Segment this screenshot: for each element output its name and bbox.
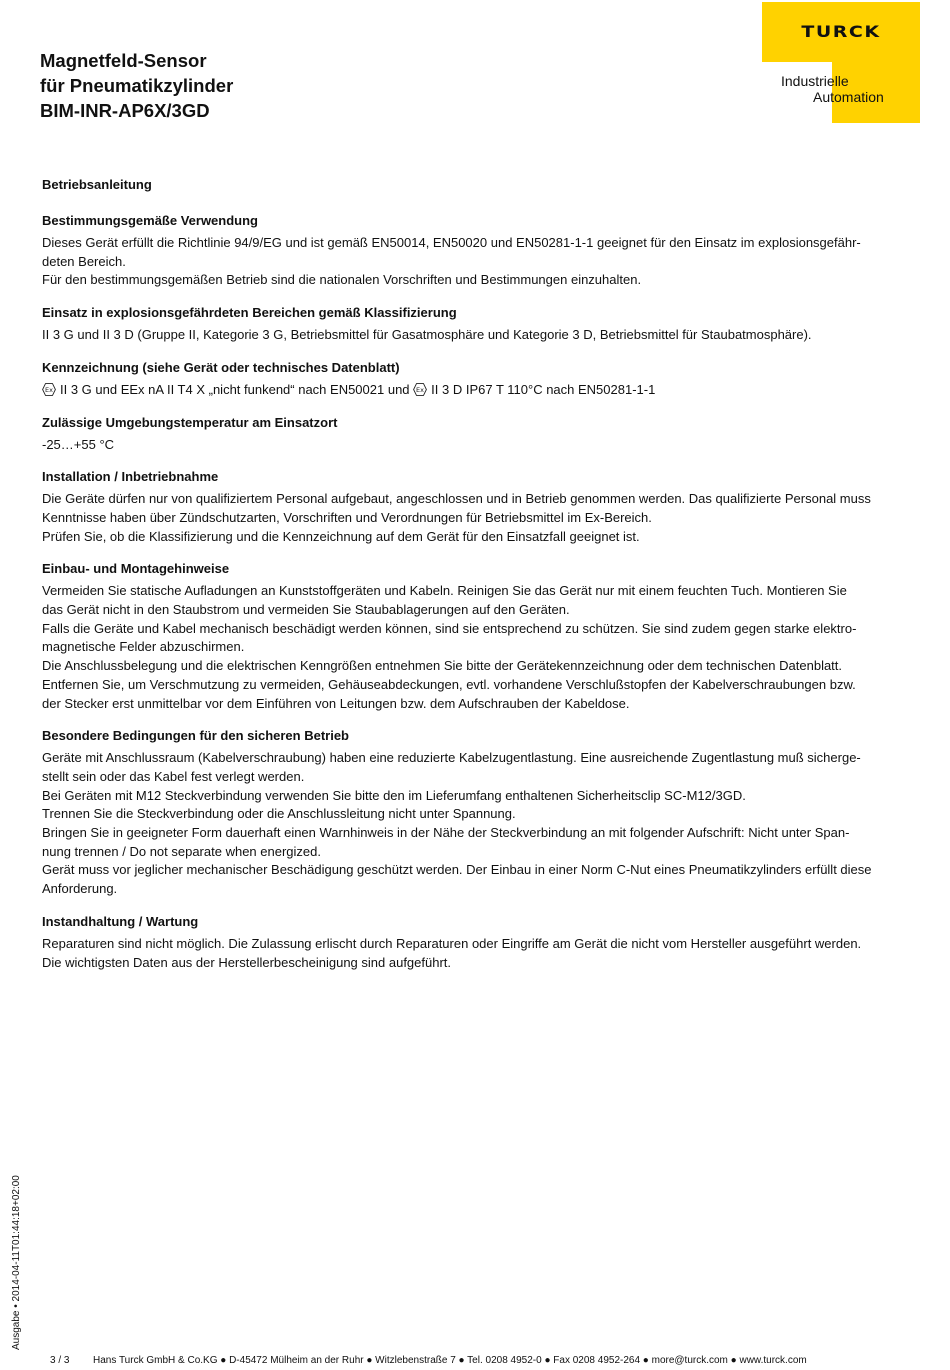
ex-hexagon-icon: [42, 383, 56, 396]
logo-line-automation: Automation: [813, 89, 884, 105]
paragraph-line: Geräte mit Anschlussraum (Kabelverschraubung) haben eine reduzierte Kabelzugentlastung. Eine ausreichende Zugentlastung muß sicherge-: [42, 750, 861, 766]
section-bestimmung: [42, 211, 912, 290]
paragraph-line: deten Bereich.: [42, 253, 126, 269]
title-line: Magnetfeld-Sensor: [40, 50, 207, 71]
section-heading: Installation / Inbetriebnahme: [42, 469, 219, 485]
section-heading: Kennzeichnung (siehe Gerät oder technisches Datenblatt): [42, 359, 400, 375]
paragraph-line: der Stecker erst unmittelbar vor dem Einführen von Leitungen bzw. dem Aufschrauben der Kabeldose.: [42, 695, 630, 711]
paragraph-line: Reparaturen sind nicht möglich. Die Zulassung erlischt durch Reparaturen oder Eingriffe am Gerät die nicht vom Hersteller ausgeführt werden.: [42, 935, 862, 951]
marking-text: II 3 G und EEx nA II T4 X „nicht funkend“ nach EN50021 und: [60, 381, 414, 397]
section-instandhaltung: [42, 912, 912, 972]
svg-text:Ex: Ex: [45, 385, 53, 394]
paragraph-line: Für den bestimmungsgemäßen Betrieb sind die nationalen Vorschriften und Bestimmungen einzuhalten.: [42, 272, 642, 288]
title-line: BIM-INR-AP6X/3GD: [40, 100, 210, 121]
section-temperatur: [42, 413, 912, 455]
paragraph-line: nung trennen / Do not separate when energized.: [42, 843, 321, 859]
footer-address: Hans Turck GmbH & Co.KG ● D-45472 Mülheim an der Ruhr ● Witzlebenstraße 7 ● Tel. 0208 4952-0 ● Fax 0208 4952-264 ● more@turck.com ● www.turck.com: [93, 1355, 807, 1366]
paragraph-line: Falls die Geräte und Kabel mechanisch beschädigt werden können, sind sie entsprechend zu schützen. Sie sind zudem gegen starke elektro-: [42, 620, 857, 636]
marking-line: [42, 381, 912, 400]
paragraph-line: Anforderung.: [42, 881, 118, 897]
paragraph-line: Die wichtigsten Daten aus der Herstellerbescheinigung sind aufgeführt.: [42, 954, 452, 970]
logo-line-industrielle: Industrielle: [781, 73, 849, 89]
title-line: für Pneumatikzylinder: [40, 75, 234, 96]
svg-text:Ex: Ex: [416, 385, 425, 394]
section-heading: Einsatz in explosionsgefährdeten Bereichen gemäß Klassifizierung: [42, 305, 457, 321]
logo-wordmark: TURCK: [801, 22, 881, 42]
section-heading: Instandhaltung / Wartung: [42, 913, 199, 929]
section-bedingungen: [42, 726, 912, 899]
paragraph-line: Dieses Gerät erfüllt die Richtlinie 94/9/EG und ist gemäß EN50014, EN50020 und EN50281-1-1 geeignet für den Einsatz im explosionsgefähr-: [42, 235, 861, 250]
paragraph-line: II 3 G und II 3 D (Gruppe II, Kategorie 3 G, Betriebsmittel für Gasatmosphäre und Kategorie 3 D, Betriebsmittel für Staubatmosphäre).: [42, 327, 812, 343]
doc-type-heading: Betriebsanleitung: [42, 177, 152, 192]
section-einsatz: [42, 303, 912, 345]
paragraph-line: Gerät muss vor jeglicher mechanischer Beschädigung geschützt werden. Der Einbau in einer Norm C-Nut eines Pneumatikzylinders erfüllt diese: [42, 862, 872, 878]
paragraph-line: magnetische Felder abzuschirmen.: [42, 639, 245, 655]
paragraph-line: Bringen Sie in geeigneter Form dauerhaft einen Warnhinweis in der Nähe der Steckverbindung an mit folgender Aufschrift: Nicht unter Span-: [42, 825, 850, 841]
paragraph-line: Die Geräte dürfen nur von qualifiziertem Personal aufgebaut, angeschlossen und in Betrieb genommen werden. Das qualifizierte Personal muss: [42, 491, 871, 507]
section-kennzeichnung: [42, 358, 912, 400]
document-title: [40, 48, 233, 123]
section-installation: [42, 467, 912, 546]
section-heading: Zulässige Umgebungstemperatur am Einsatzort: [42, 414, 338, 430]
marking-text: II 3 D IP67 T 110°C nach EN50281-1-1: [431, 381, 656, 397]
paragraph-line: Entfernen Sie, um Verschmutzung zu vermeiden, Gehäuseabdeckungen, evtl. vorhandene Verschlußstopfen der Kabelverschraubungen bzw.: [42, 676, 856, 692]
main-content: [42, 175, 912, 985]
section-heading: Besondere Bedingungen für den sicheren Betrieb: [42, 728, 349, 744]
paragraph-line: Prüfen Sie, ob die Klassifizierung und die Kennzeichnung auf dem Gerät für den Einsatzfall geeignet ist.: [42, 528, 640, 544]
paragraph-line: stellt sein oder das Kabel fest verlegt werden.: [42, 768, 305, 784]
section-einbau: [42, 559, 912, 713]
paragraph-line: Vermeiden Sie statische Aufladungen an Kunststoffgeräten und Kabeln. Reinigen Sie das Gerät nur mit einem feuchten Tuch. Montieren Sie: [42, 583, 847, 599]
paragraph-line: Bei Geräten mit M12 Steckverbindung verwenden Sie bitte den im Lieferumfang enthaltenen Sicherheitsclip SC-M12/3GD.: [42, 787, 746, 803]
paragraph-line: Kenntnisse haben über Zündschutzarten, Vorschriften und Verordnungen für Betriebsmittel im Ex-Bereich.: [42, 509, 652, 525]
page-number: 3 / 3: [50, 1355, 70, 1366]
paragraph-line: Trennen Sie die Steckverbindung oder die Anschlussleitung nicht unter Spannung.: [42, 806, 516, 822]
paragraph-line: Die Anschlussbelegung und die elektrischen Kenngrößen entnehmen Sie bitte der Gerätekennzeichnung oder dem technischen Datenblatt.: [42, 658, 843, 674]
section-heading: Bestimmungsgemäße Verwendung: [42, 213, 258, 228]
footer: [0, 1355, 950, 1369]
ex-hexagon-icon: [413, 383, 427, 396]
edition-side-text: Ausgabe • 2014-04-11T01:44:18+02:00: [11, 1175, 22, 1350]
section-heading: Einbau- und Montagehinweise: [42, 561, 230, 577]
paragraph-line: -25…+55 °C: [42, 436, 115, 452]
paragraph-line: das Gerät nicht in den Staubstrom und vermeiden Sie Staubablagerungen auf den Geräten.: [42, 602, 570, 618]
